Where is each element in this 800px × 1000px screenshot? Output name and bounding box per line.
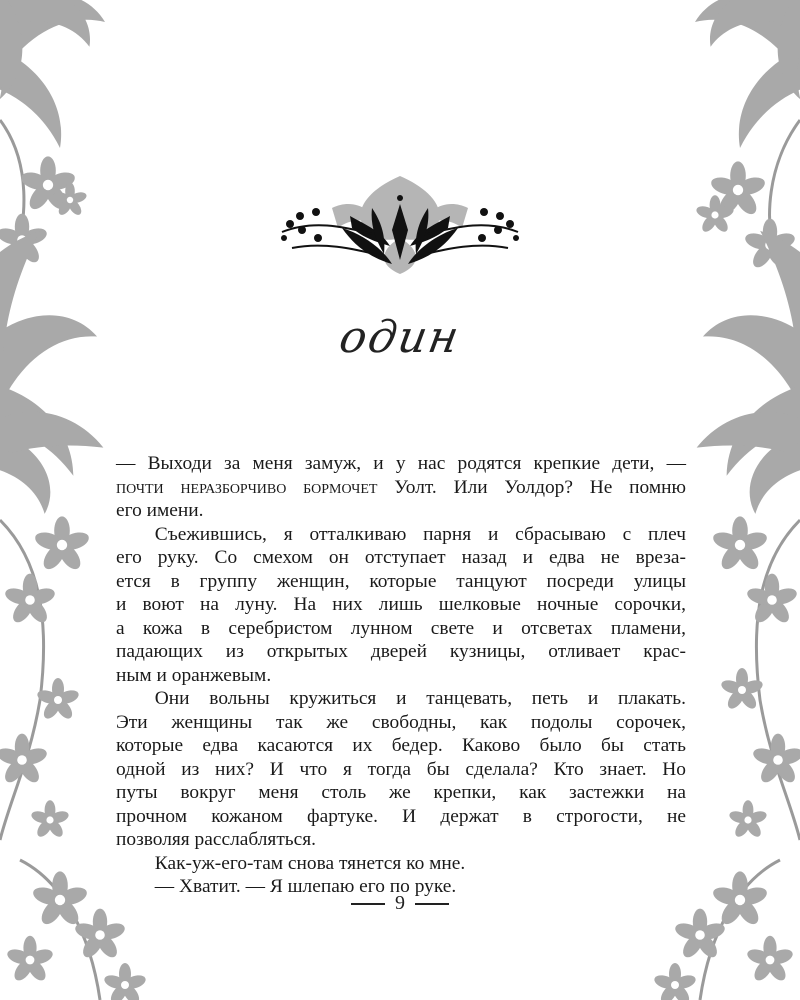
text-line: — Выходи за меня замуж, и у нас родятся крепкие дети, — bbox=[116, 453, 686, 474]
text-line: падающих из открытых дверей кузницы, отливает крас- bbox=[116, 641, 686, 662]
text-line: прочном кожаном фартуке. И держат в строгости, не bbox=[116, 805, 686, 827]
text-line: ется в группу женщин, которые танцуют посреди улицы bbox=[116, 570, 686, 592]
paragraph-first-line: Они вольны кружиться и танцевать, петь и плакать. bbox=[154, 688, 686, 709]
small-caps-run: почти неразборчиво бормочет bbox=[116, 476, 378, 498]
page-number: 9 bbox=[395, 892, 405, 914]
text-line: и воют на луну. На них лишь шелковые ночные сорочки, bbox=[116, 594, 686, 615]
text-line: его имени. bbox=[116, 500, 204, 521]
text-line: а кожа в серебристом лунном свете и отсветах пламени, bbox=[116, 617, 686, 639]
text-line: которые едва касаются их бедер. Каково было бы стать bbox=[116, 735, 686, 756]
rule-right bbox=[415, 903, 449, 905]
page-number-footer bbox=[0, 892, 800, 915]
chapter-title: один bbox=[335, 312, 465, 363]
vignette-ornament-icon bbox=[272, 168, 528, 278]
paragraph-first-line: Как-уж-его-там снова тянется ко мне. bbox=[154, 852, 466, 874]
body-text bbox=[116, 452, 686, 899]
text-line: одной из них? И что я тогда бы сделала? Кто знает. Но bbox=[116, 758, 686, 780]
paragraph-first-line: Съежившись, я отталкиваю парня и сбрасываю с плеч bbox=[154, 523, 686, 545]
rule-left bbox=[351, 903, 385, 905]
text-line: путы вокруг меня столь же крепки, как застежки на bbox=[116, 782, 686, 803]
paragraph-first-line: — Хватит. — Я шлепаю его по руке. bbox=[154, 876, 457, 897]
text-line: Эти женщины так же свободны, как подолы сорочек, bbox=[116, 711, 686, 733]
text-line: ным и оранжевым. bbox=[116, 664, 272, 686]
text-line: его руку. Со смехом он отступает назад и едва не вреза- bbox=[116, 547, 686, 568]
text-run: Уолт. Или Уолдор? Не помню bbox=[377, 476, 687, 498]
text-line: позволяя расслабляться. bbox=[116, 829, 317, 850]
text-line bbox=[116, 476, 686, 500]
